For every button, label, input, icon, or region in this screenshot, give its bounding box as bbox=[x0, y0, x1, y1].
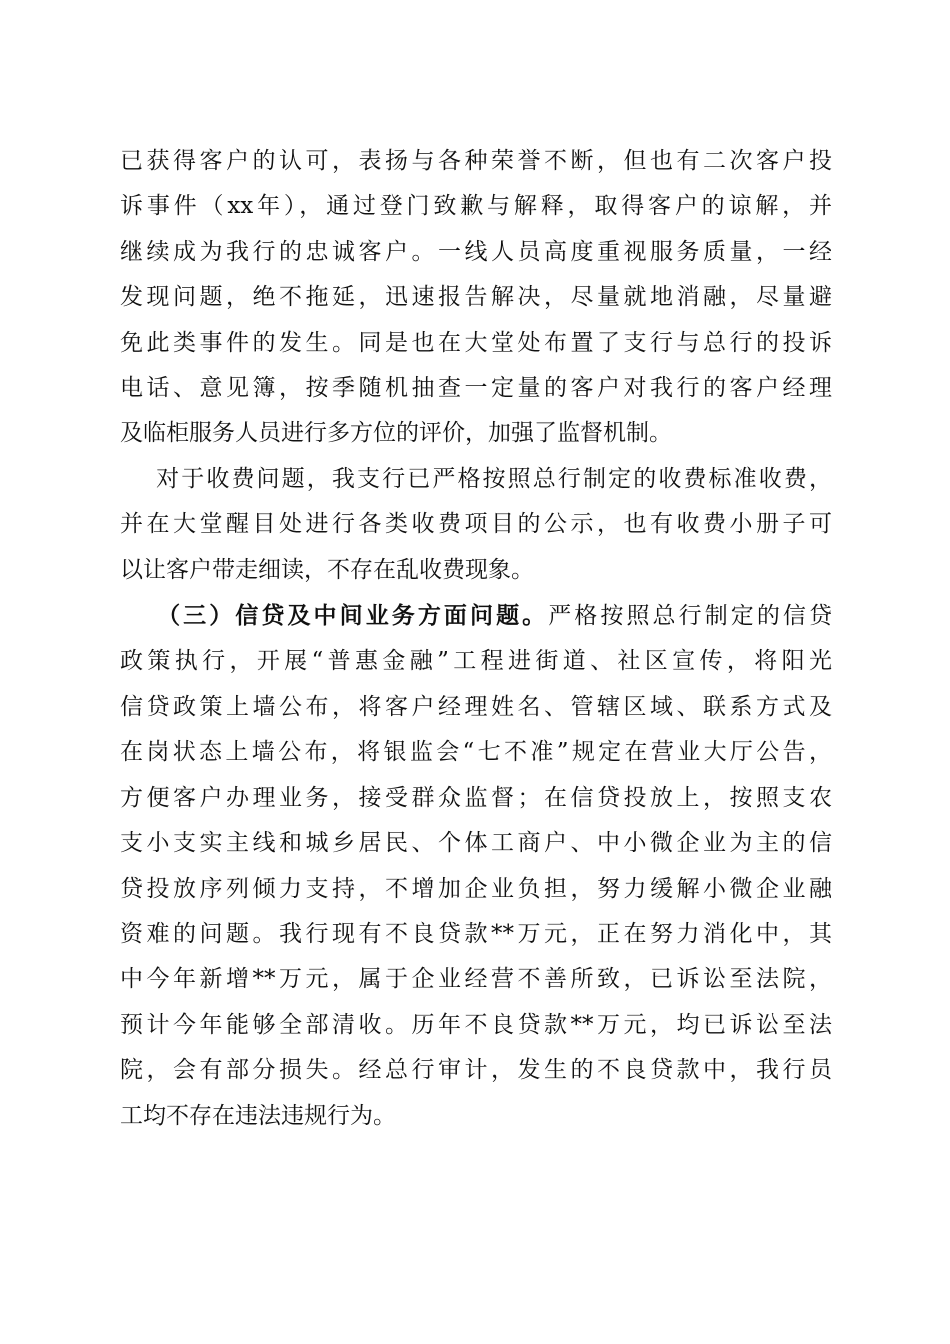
text-line: 免此类事件的发生。同是也在大堂处布置了支行与总行的投诉 bbox=[120, 329, 832, 356]
text-line: 以让客户带走细读，不存在乱收费现象。 bbox=[120, 556, 534, 583]
document-body bbox=[120, 139, 832, 1139]
text-line: 贷投放序列倾力支持，不增加企业负担，努力缓解小微企业融 bbox=[120, 875, 832, 902]
text-line: 诉事件（xx年），通过登门致歉与解释，取得客户的谅解，并 bbox=[120, 193, 832, 220]
text-line: 中今年新增**万元，属于企业经营不善所致，已诉讼至法院， bbox=[120, 966, 832, 993]
text-line: 继续成为我行的忠诚客户。一线人员高度重视服务质量，一经 bbox=[120, 238, 832, 265]
text-line: 信贷政策上墙公布，将客户经理姓名、管辖区域、联系方式及 bbox=[120, 693, 832, 720]
text-line: 方便客户办理业务，接受群众监督；在信贷投放上，按照支农 bbox=[120, 784, 832, 811]
text-line-indented bbox=[120, 593, 832, 639]
text-line: 院，会有部分损失。经总行审计，发生的不良贷款中，我行员 bbox=[120, 1057, 832, 1084]
text-line-content: 对于收费问题，我支行已严格按照总行制定的收费标准收费， bbox=[154, 465, 832, 492]
text-line: 电话、意见簿，按季随机抽查一定量的客户对我行的客户经理 bbox=[120, 375, 832, 402]
text-line-content: 严格按照总行制定的信贷 bbox=[548, 603, 833, 630]
paragraph-fees bbox=[120, 457, 832, 593]
paragraph-credit bbox=[120, 593, 832, 1139]
text-line: 工均不存在违法违规行为。 bbox=[120, 1102, 396, 1129]
text-line: 政策执行，开展“普惠金融”工程进街道、社区宣传，将阳光 bbox=[120, 648, 832, 675]
section-heading: （三）信贷及中间业务方面问题。 bbox=[154, 602, 549, 630]
paragraph-complaints bbox=[120, 139, 832, 457]
text-line: 发现问题，绝不拖延，迅速报告解决，尽量就地消融，尽量避 bbox=[120, 284, 832, 311]
text-line: 在岗状态上墙公布，将银监会“七不准”规定在营业大厅公告， bbox=[120, 739, 832, 766]
text-line: 已获得客户的认可，表扬与各种荣誉不断，但也有二次客户投 bbox=[120, 148, 832, 174]
text-line-indented bbox=[120, 457, 832, 502]
text-line: 预计今年能够全部清收。历年不良贷款**万元，均已诉讼至法 bbox=[120, 1011, 832, 1038]
text-line: 并在大堂醒目处进行各类收费项目的公示，也有收费小册子可 bbox=[120, 511, 832, 538]
text-line: 支小支实主线和城乡居民、个体工商户、中小微企业为主的信 bbox=[120, 830, 832, 857]
text-line: 资难的问题。我行现有不良贷款**万元，正在努力消化中，其 bbox=[120, 920, 832, 947]
text-line: 及临柜服务人员进行多方位的评价，加强了监督机制。 bbox=[120, 420, 672, 447]
